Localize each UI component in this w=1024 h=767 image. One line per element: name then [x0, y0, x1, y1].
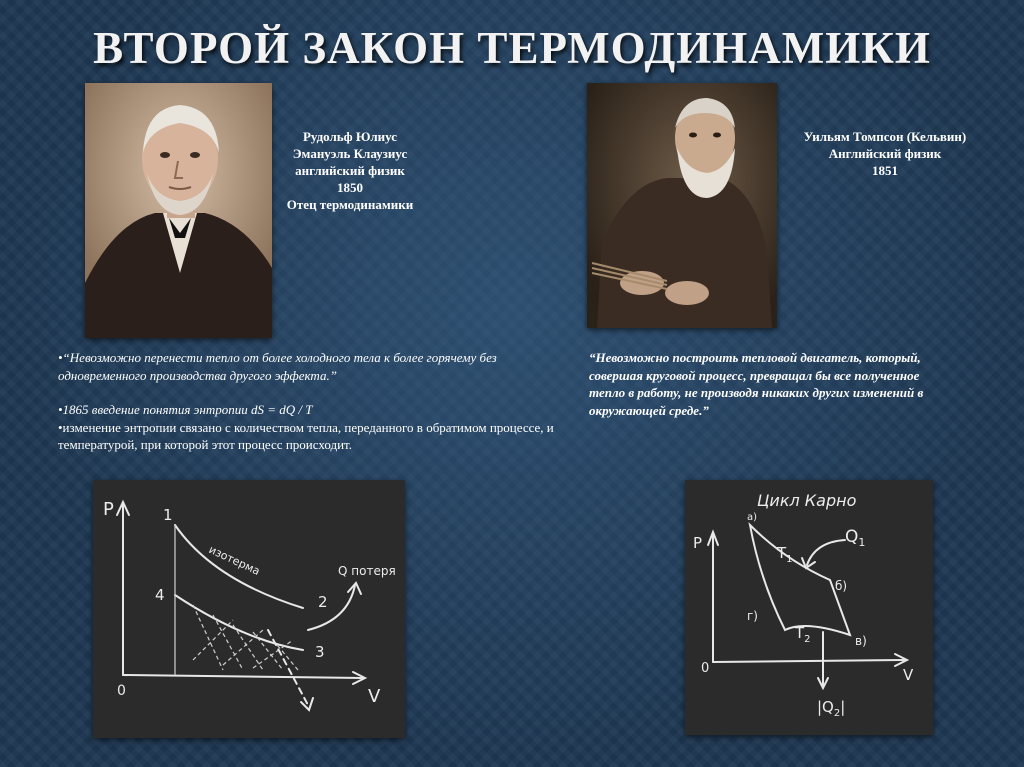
point-d-label: г)	[747, 609, 758, 623]
left-v-axis-label: V	[368, 686, 381, 707]
slide-title: ВТОРОЙ ЗАКОН ТЕРМОДИНАМИКИ	[93, 23, 931, 73]
clausius-statement-block	[58, 349, 558, 454]
t2-subscript: 2	[804, 634, 811, 645]
right-origin-label: 0	[701, 661, 710, 676]
kelvin-statement-block	[589, 349, 949, 419]
left-origin-label: 0	[117, 683, 126, 699]
entropy-description: •изменение энтропии связано с количеством тепла, переданного в обратимом процессе, и температурой, при которой этот процесс происходит.	[58, 419, 554, 452]
q1-letter: Q	[845, 527, 859, 547]
kelvin-quote: “Невозможно построить тепловой двигатель, который, совершая круговой процесс, превращал бы все полученное тепло в работу, не производя никаких других изменений в окружающей среде.”	[589, 350, 924, 418]
kelvin-profession: Английский физик	[828, 146, 942, 161]
point-2-label: 2	[318, 593, 328, 611]
q2-letter: |Q	[817, 698, 834, 716]
t1-letter: T	[777, 544, 787, 562]
point-3-label: 3	[315, 643, 325, 661]
t2-letter: T	[795, 624, 805, 642]
q-loss-label: Q потеря	[338, 564, 396, 578]
kelvin-caption	[780, 128, 990, 179]
kelvin-name: Уильям Томпсон (Кельвин)	[803, 129, 967, 144]
q1-subscript: 1	[858, 536, 866, 549]
t2-label	[794, 624, 811, 645]
clausius-profession: английский физик	[295, 163, 405, 178]
kelvin-portrait	[587, 83, 777, 328]
t1-label	[776, 544, 793, 565]
clausius-year: 1850	[337, 180, 363, 195]
q2-subscript: 2	[833, 708, 841, 719]
q2-end: |	[840, 698, 846, 716]
clausius-caption	[272, 128, 428, 213]
carnot-title: Цикл Карно	[757, 491, 857, 510]
right-v-axis-label: V	[903, 666, 914, 684]
q1-label	[845, 527, 865, 549]
point-a-label: а)	[747, 512, 758, 523]
point-4-label: 4	[155, 586, 165, 604]
clausius-name-line1: Рудольф Юлиус	[302, 129, 398, 144]
isotherm-chalkboard	[93, 480, 405, 738]
t1-subscript: 1	[786, 554, 793, 565]
entropy-intro: •1865 введение понятия энтропии dS = dQ / T	[58, 402, 313, 417]
point-b-label: б)	[835, 579, 848, 593]
carnot-cycle-chalkboard	[685, 480, 933, 735]
clausius-quote: •“Невозможно перенести тепло от более холодного тела к более горячему без одновременного производства другого эффекта.”	[58, 350, 497, 383]
point-1-label: 1	[163, 506, 173, 524]
clausius-title: Отец термодинамики	[286, 197, 414, 212]
kelvin-year: 1851	[872, 163, 898, 178]
right-p-axis-label: P	[693, 534, 703, 552]
clausius-name-line2: Эмануэль Клаузиус	[292, 146, 408, 161]
isotherm-label: изотерма	[206, 542, 263, 578]
q2-label	[817, 698, 845, 719]
clausius-portrait	[85, 83, 272, 338]
point-c-label: в)	[855, 634, 867, 648]
left-p-axis-label: P	[103, 499, 114, 520]
